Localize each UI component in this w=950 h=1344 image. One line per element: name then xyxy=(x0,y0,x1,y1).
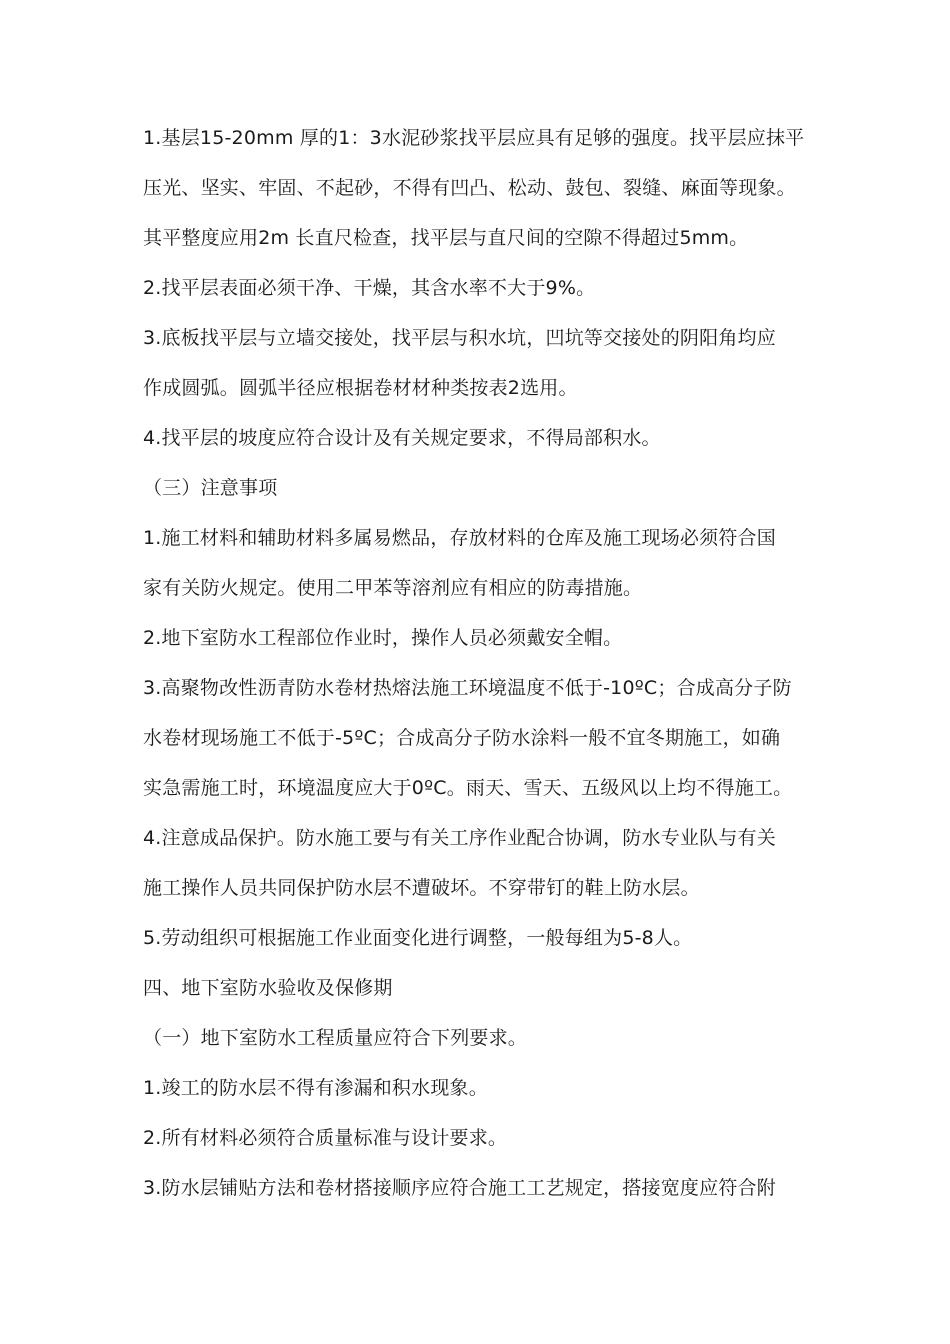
text-line: 1.竣工的防水层不得有渗漏和积水现象。 xyxy=(143,1077,488,1099)
text-line: 5.劳动组织可根据施工作业面变化进行调整，一般每组为5-8人。 xyxy=(143,927,693,949)
text-line: 3.防水层铺贴方法和卷材搭接顺序应符合施工工艺规定，搭接宽度应符合附 xyxy=(143,1177,776,1199)
text-line: 3.底板找平层与立墙交接处，找平层与积水坑，凹坑等交接处的阴阳角均应 xyxy=(143,327,776,349)
text-line: 1.基层15-20mm 厚的1：3水泥砂浆找平层应具有足够的强度。找平层应抹平 xyxy=(143,127,805,149)
text-line: 1.施工材料和辅助材料多属易燃品，存放材料的仓库及施工现场必须符合国 xyxy=(143,527,776,549)
text-line: 2.找平层表面必须干净、干燥，其含水率不大于9%。 xyxy=(143,277,596,299)
text-line: 作成圆弧。圆弧半径应根据卷材材种类按表2选用。 xyxy=(143,377,578,399)
text-line: 2.地下室防水工程部位作业时，操作人员必须戴安全帽。 xyxy=(143,627,623,649)
subsection-heading: （一）地下室防水工程质量应符合下列要求。 xyxy=(143,1027,528,1049)
text-line: 3.高聚物改性沥青防水卷材热熔法施工环境温度不低于-10ºC；合成高分子防 xyxy=(143,677,792,699)
text-line: 施工操作人员共同保护防水层不遭破坏。不穿带钉的鞋上防水层。 xyxy=(143,877,700,899)
section-heading: （三）注意事项 xyxy=(143,477,278,499)
text-line: 2.所有材料必须符合质量标准与设计要求。 xyxy=(143,1127,508,1149)
text-line: 水卷材现场施工不低于-5ºC；合成高分子防水涂料一般不宜冬期施工，如确 xyxy=(143,727,781,749)
text-line: 家有关防火规定。使用二甲苯等溶剂应有相应的防毒措施。 xyxy=(143,577,643,599)
text-line: 4.注意成品保护。防水施工要与有关工序作业配合协调，防水专业队与有关 xyxy=(143,827,776,849)
text-line: 实急需施工时，环境温度应大于0ºC。雨天、雪天、五级风以上均不得施工。 xyxy=(143,777,793,799)
text-line: 4.找平层的坡度应符合设计及有关规定要求，不得局部积水。 xyxy=(143,427,661,449)
section-heading: 四、地下室防水验收及保修期 xyxy=(143,977,393,999)
text-line: 其平整度应用2m 长直尺检查，找平层与直尺间的空隙不得超过5mm。 xyxy=(143,227,749,249)
text-line: 压光、坚实、牢固、不起砂，不得有凹凸、松动、鼓包、裂缝、麻面等现象。 xyxy=(143,177,796,199)
